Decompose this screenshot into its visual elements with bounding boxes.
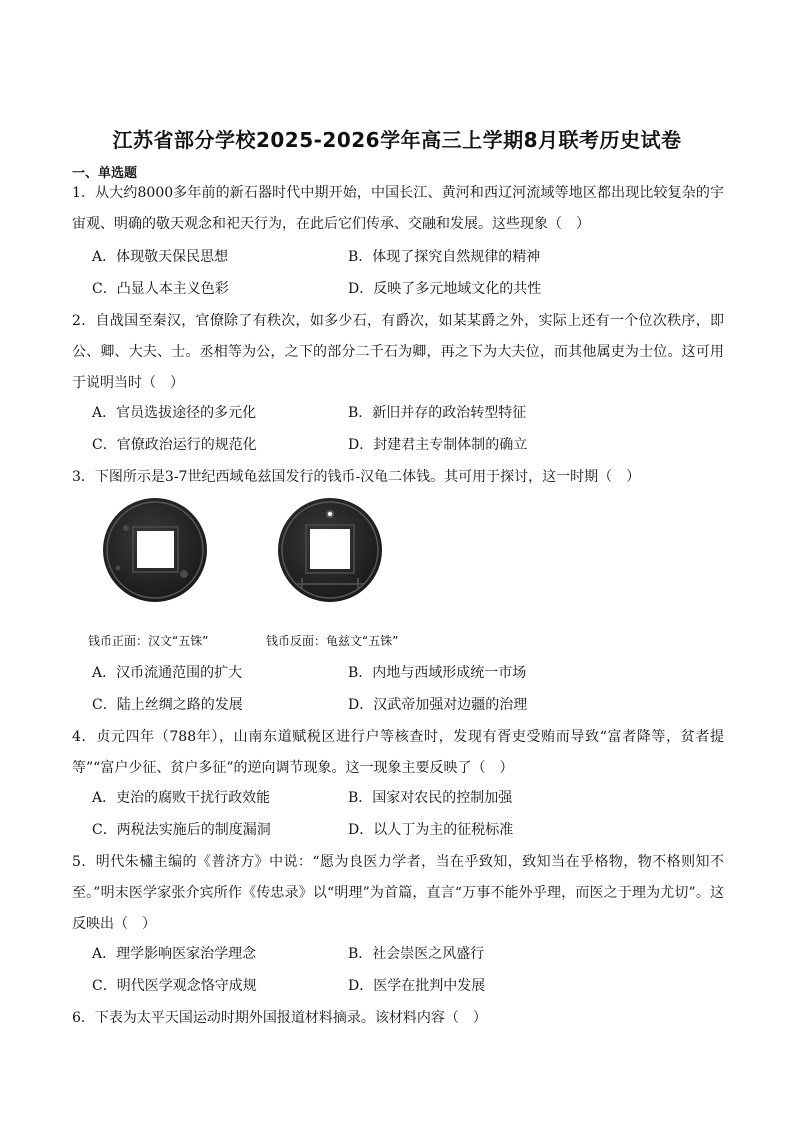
question-2-stem: 2．自战国至秦汉，官僚除了有秩次，如多少石，有爵次，如某某爵之外，实际上还有一个位次秩序，即公、卿、大夫、士。丞相等为公，之下的部分二千石为卿，再之下为大夫位，而其他属吏为士位。这可用于说明当时（ ） xyxy=(72,313,724,391)
question-2-option-b: B．新旧并存的政治转型特征 xyxy=(348,405,527,421)
question-2-option-a: A．官员选拔途径的多元化 xyxy=(92,405,257,421)
question-4-option-b: B．国家对农民的控制加强 xyxy=(348,790,513,806)
question-4-option-a: A．吏治的腐败干扰行政效能 xyxy=(92,790,271,806)
question-1-option-d: D．反映了多元地域文化的共性 xyxy=(348,281,542,297)
question-1-option-c: C．凸显人本主义色彩 xyxy=(92,281,229,297)
coin-images xyxy=(88,498,448,638)
question-5-stem: 5．明代朱橚主编的《普济方》中说：“愿为良医力学者，当在乎致知，致知当在乎格物，物不格则知不至。”明末医学家张介宾所作《传忠录》以“明理”为首篇，直言“万事不能外乎理，而医之于理为尤切”。这反映出（ ） xyxy=(72,854,724,932)
question-6-stem: 6．下表为太平天国运动时期外国报道材料摘录。该材料内容（ ） xyxy=(72,1010,487,1026)
coin-reverse xyxy=(278,498,382,602)
question-4-stem: 4．贞元四年（788年），山南东道赋税区进行户等核查时，发现有胥吏受贿而导致“富者降等，贫者提等”“富户少征、贫户多征”的逆向调节现象。这一现象主要反映了（ ） xyxy=(72,729,724,776)
question-4-option-c: C．两税法实施后的制度漏洞 xyxy=(92,822,271,838)
question-3-option-d: D．汉武帝加强对边疆的治理 xyxy=(348,697,528,713)
section-heading: 一、单选题 xyxy=(72,166,138,181)
question-3-option-a: A．汉币流通范围的扩大 xyxy=(92,665,243,681)
coin-obverse-caption: 钱币正面：汉文“五铢” xyxy=(88,634,209,648)
coin-reverse-caption: 钱币反面：龟兹文“五铢” xyxy=(266,634,399,648)
question-2-option-c: C．官僚政治运行的规范化 xyxy=(92,437,257,453)
question-5-option-c: C．明代医学观念恪守成规 xyxy=(92,978,257,994)
question-5-option-b: B．社会崇医之风盛行 xyxy=(348,946,485,962)
question-4-option-d: D．以人丁为主的征税标准 xyxy=(348,822,514,838)
exam-title: 江苏省部分学校2025-2026学年高三上学期8月联考历史试卷 xyxy=(112,128,682,152)
coin-obverse xyxy=(103,498,207,602)
question-3-option-c: C．陆上丝绸之路的发展 xyxy=(92,697,243,713)
question-1-stem: 1．从大约8000多年前的新石器时代中期开始，中国长江、黄河和西辽河流域等地区都出现比较复杂的宇宙观、明确的敬天观念和祀天行为，在此后它们传承、交融和发展。这些现象（ ） xyxy=(72,185,724,232)
question-5-option-d: D．医学在批判中发展 xyxy=(348,978,486,994)
question-3-stem: 3．下图所示是3-7世纪西域龟兹国发行的钱币-汉龟二体钱。其可用于探讨，这一时期（ ） xyxy=(72,469,641,485)
question-5-option-a: A．理学影响医家治学理念 xyxy=(92,946,257,962)
question-2-option-d: D．封建君主专制体制的确立 xyxy=(348,437,528,453)
question-1-option-b: B．体现了探究自然规律的精神 xyxy=(348,249,541,265)
question-1-option-a: A．体现敬天保民思想 xyxy=(92,249,229,265)
question-3-option-b: B．内地与西域形成统一市场 xyxy=(348,665,527,681)
